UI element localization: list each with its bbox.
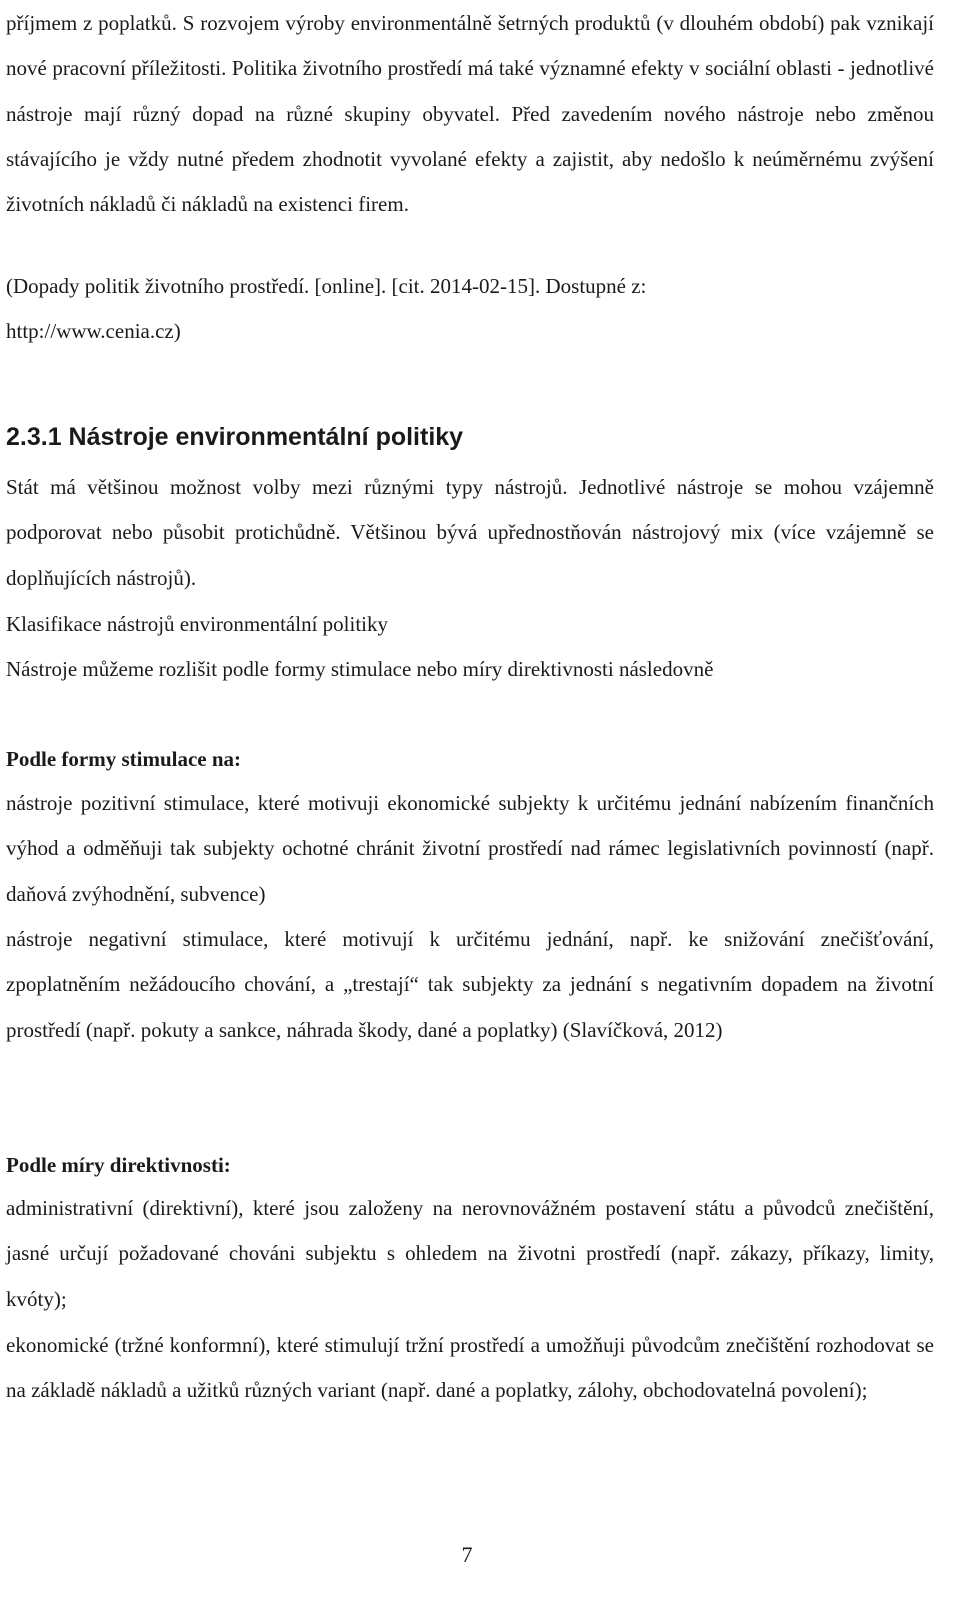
positive-stimulation-paragraph: nástroje pozitivní stimulace, které motivuji ekonomické subjekty k určitému jednání nabízením finančních výhod a odměňuji tak subjekty ochotné chránit životní prostředí nad rámec legislativních povinností (např. daňová zvýhodnění, subvence) xyxy=(6,791,934,906)
citation-line: (Dopady politik životního prostředí. [online]. [cit. 2014-02-15]. Dostupné z: xyxy=(6,274,647,298)
intro-paragraph: příjmem z poplatků. S rozvojem výroby environmentálně šetrných produktů (v dlouhém období) pak vznikají nové pracovní příležitosti. Politika životního prostředí má také významné efekty v sociální oblasti - jednotlivé nástroje mají různý dopad na různé skupiny obyvatel. Před zavedením nového nástroje nebo změnou stávajícího je vždy nutné předem zhodnotit vyvolané efekty a zajistit, aby nedošlo k neúměrnému zvýšení životních nákladů či nákladů na existenci firem. xyxy=(6,11,934,217)
section-paragraph: Stát má většinou možnost volby mezi různými typy nástrojů. Jednotlivé nástroje se mohou vzájemně podporovat nebo působit protichůdně. Většinou bývá upřednostňován nástrojový mix (více vzájemně se doplňujících nástrojů). xyxy=(6,475,934,590)
distinguish-line: Nástroje můžeme rozlišit podle formy stimulace nebo míry direktivnosti následovně xyxy=(6,657,714,681)
subheading-stimulation: Podle formy stimulace na: xyxy=(6,747,242,771)
section-heading: 2.3.1 Nástroje environmentální politiky xyxy=(6,423,464,451)
administrative-paragraph: administrativní (direktivní), které jsou založeny na nerovnovážném postavení státu a původců znečištění, jasné určují požadované chováni subjektu s ohledem na životni prostředí (např. zákazy, příkazy, limity, kvóty); xyxy=(6,1196,934,1311)
negative-stimulation-paragraph: nástroje negativní stimulace, které motivují k určitému jednání, např. ke snižování znečišťování, zpoplatněním nežádoucího chování, a „trestají“ tak subjekty za jednání s negativním dopadem na životní prostředí (např. pokuty a sankce, náhrada škody, dané a poplatky) (Slavíčková, 2012) xyxy=(6,927,934,1042)
citation-url-line: http://www.cenia.cz) xyxy=(6,319,181,343)
page-number: 7 xyxy=(461,1542,473,1567)
subheading-directivity: Podle míry direktivnosti: xyxy=(6,1153,231,1177)
economic-paragraph: ekonomické (tržné konformní), které stimulují tržní prostředí a umožňuji původcům znečištění rozhodovat se na základě nákladů a užitků různých variant (např. dané a poplatky, zálohy, obchodovatelná povolení); xyxy=(6,1333,934,1403)
classification-line: Klasifikace nástrojů environmentální politiky xyxy=(6,612,388,636)
